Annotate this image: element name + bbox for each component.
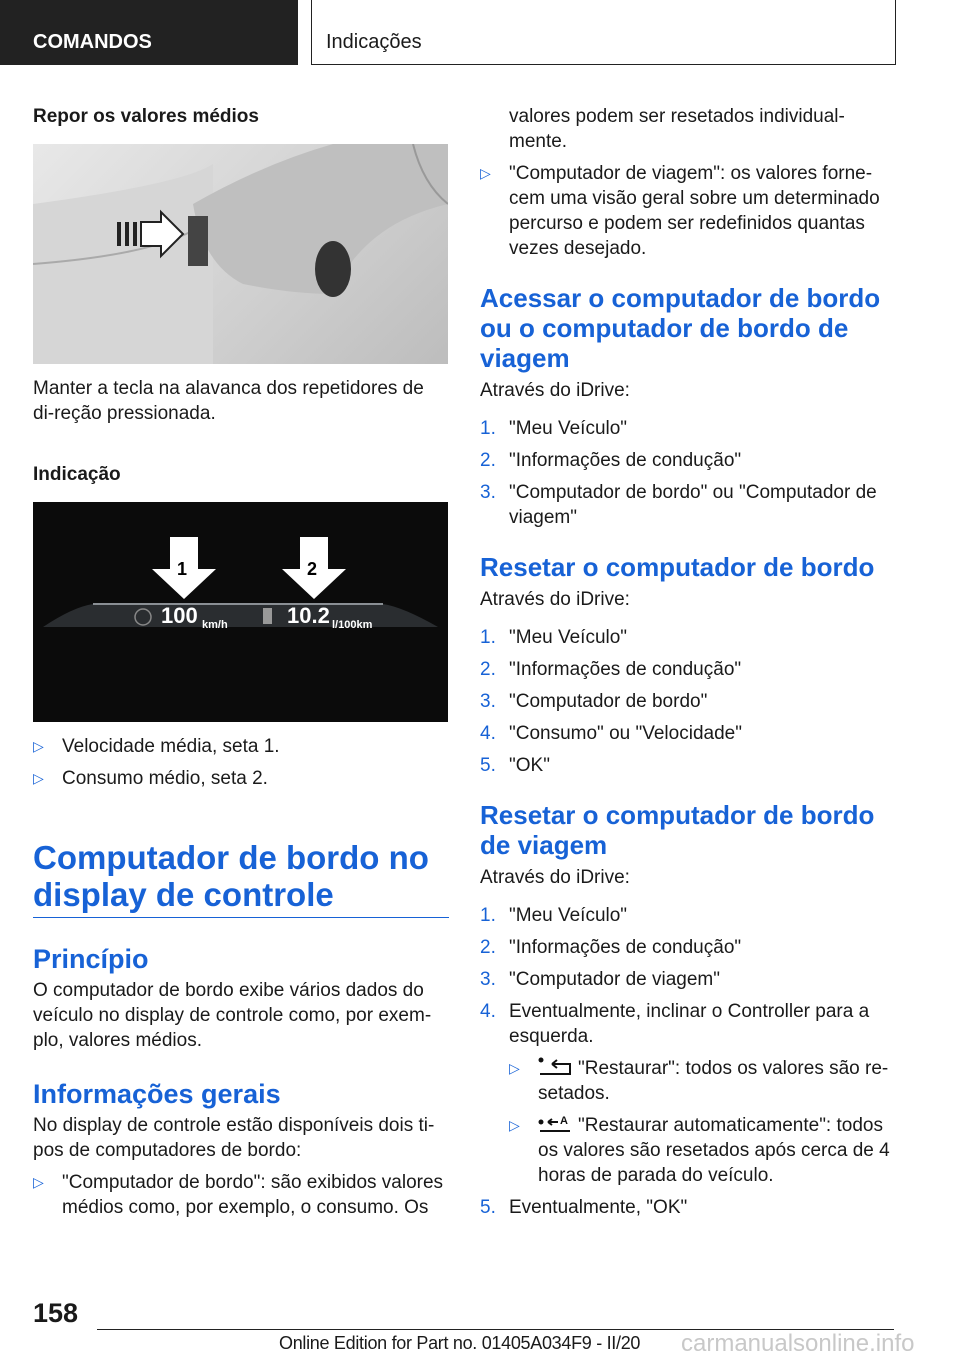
step-item: 3. "Computador de bordo" ou "Computador de viagem"	[480, 482, 877, 528]
reset-viagem-steps	[480, 903, 896, 1220]
consumption-value: 10.2	[287, 603, 330, 628]
reset-heading: Repor os valores médios	[33, 106, 259, 127]
step-text: "Meu Veículo"	[509, 627, 628, 648]
watermark: carmanualsonline.info	[681, 1330, 915, 1357]
main-heading: Computador de bordo no display de controle	[33, 839, 449, 918]
step-item: 1. "Meu Veículo"	[480, 418, 628, 439]
edition-text: Online Edition for Part no. 01405A034F9 - II/20	[279, 1333, 641, 1353]
list-item-text: "Computador de bordo": são exibidos valores médios como, por exemplo, o consumo. Os	[62, 1172, 444, 1218]
list-item	[33, 766, 449, 791]
speed-value: 100	[161, 603, 198, 628]
step-item: 3. "Computador de viagem"	[480, 969, 720, 990]
left-column	[33, 104, 449, 1220]
arrow-2-label: 2	[307, 559, 318, 579]
triangle-bullet-icon: ▷	[33, 1174, 44, 1190]
step-text: "Consumo" ou "Velocidade"	[509, 723, 742, 744]
reset-text: Manter a tecla na alavanca dos repetidores de di-reção pressionada.	[33, 378, 424, 424]
lever-image	[33, 144, 448, 364]
reset-bordo-intro: Através do iDrive:	[480, 589, 630, 610]
sub-item-text: "Restaurar": todos os valores são re-setados.	[538, 1058, 889, 1104]
general-text: No display de controle estão disponíveis dois ti-pos de computadores de bordo:	[33, 1115, 435, 1161]
access-heading: Acessar o computador de bordo ou o computador de bordo de viagem	[480, 283, 881, 373]
triangle-bullet-icon: ▷	[33, 770, 44, 786]
indication-list	[33, 734, 449, 791]
consumption-unit: l/100km	[332, 619, 373, 631]
triangle-bullet-icon: ▷	[480, 165, 491, 181]
reset-bordo-steps	[480, 625, 896, 778]
step-text: "Informações de condução"	[509, 937, 742, 958]
svg-text:A: A	[560, 1115, 568, 1127]
principle-text: O computador de bordo exibe vários dados do veículo no display de controle como, por exem-plo, valores médios.	[33, 980, 432, 1051]
sub-item	[509, 1113, 896, 1188]
list-item-text: "Computador de viagem": os valores forne-cem uma visão geral sobre um determinado percurso e podem ser redefinidos quantas vezes desejado.	[509, 163, 880, 259]
step-item: 4. Eventualmente, inclinar o Controller para a esquerda.	[480, 1001, 870, 1047]
step-text: "Computador de bordo" ou "Computador de viagem"	[509, 482, 877, 528]
principle-heading: Princípio	[33, 944, 149, 974]
step-text: "Computador de viagem"	[509, 969, 720, 990]
step-text: "Computador de bordo"	[509, 691, 708, 712]
list-item-text: Consumo médio, seta 2.	[62, 768, 268, 789]
step-text: "Informações de condução"	[509, 450, 742, 471]
list-item-text: Velocidade média, seta 1.	[62, 736, 280, 757]
triangle-bullet-icon: ▷	[509, 1060, 520, 1076]
reset-bordo-heading: Resetar o computador de bordo	[480, 552, 875, 582]
step-item: 3. "Computador de bordo"	[480, 691, 708, 712]
step-text: "Meu Veículo"	[509, 905, 628, 926]
indication-heading: Indicação	[33, 464, 121, 485]
sub-item	[509, 1056, 896, 1106]
arrow-1-label: 1	[177, 559, 188, 579]
access-steps	[480, 416, 896, 530]
triangle-bullet-icon: ▷	[33, 738, 44, 754]
auto-restore-icon	[538, 1113, 572, 1133]
list-item	[33, 734, 449, 759]
step-text: "Informações de condução"	[509, 659, 742, 680]
triangle-bullet-icon: ▷	[509, 1117, 520, 1133]
chapter-title: Indicações	[311, 0, 896, 65]
step-text: "OK"	[509, 755, 550, 776]
display-image	[33, 502, 448, 722]
continued-text: valores podem ser resetados individual-mente.	[509, 106, 845, 152]
step-item: 5. Eventualmente, "OK"	[480, 1197, 688, 1218]
reset-viagem-intro: Através do iDrive:	[480, 867, 630, 888]
speed-unit: km/h	[202, 619, 228, 631]
step-text: Eventualmente, "OK"	[509, 1197, 688, 1218]
reset-viagem-heading: Resetar o computador de bordo de viagem	[480, 800, 875, 860]
step-item: 1. "Meu Veículo"	[480, 627, 628, 648]
step-item: 4. "Consumo" ou "Velocidade"	[480, 723, 742, 744]
list-item	[33, 1170, 449, 1220]
step-item: 1. "Meu Veículo"	[480, 905, 628, 926]
access-intro: Através do iDrive:	[480, 380, 630, 401]
step-item: 2. "Informações de condução"	[480, 937, 742, 958]
restore-icon	[538, 1056, 572, 1076]
step-text: "Meu Veículo"	[509, 418, 628, 439]
step-item: 2. "Informações de condução"	[480, 659, 742, 680]
sub-item-text: "Restaurar automaticamente": todos os valores são resetados após cerca de 4 horas de parada do veículo.	[538, 1115, 890, 1186]
section-tab: COMANDOS	[0, 0, 298, 65]
step-text: Eventualmente, inclinar o Controller para a esquerda.	[509, 1001, 870, 1047]
list-item	[480, 161, 896, 261]
step-item: 2. "Informações de condução"	[480, 450, 742, 471]
general-heading: Informações gerais	[33, 1079, 281, 1109]
step-item: 5. "OK"	[480, 755, 550, 776]
right-column	[480, 104, 896, 1220]
page-number: 158	[33, 1298, 79, 1328]
